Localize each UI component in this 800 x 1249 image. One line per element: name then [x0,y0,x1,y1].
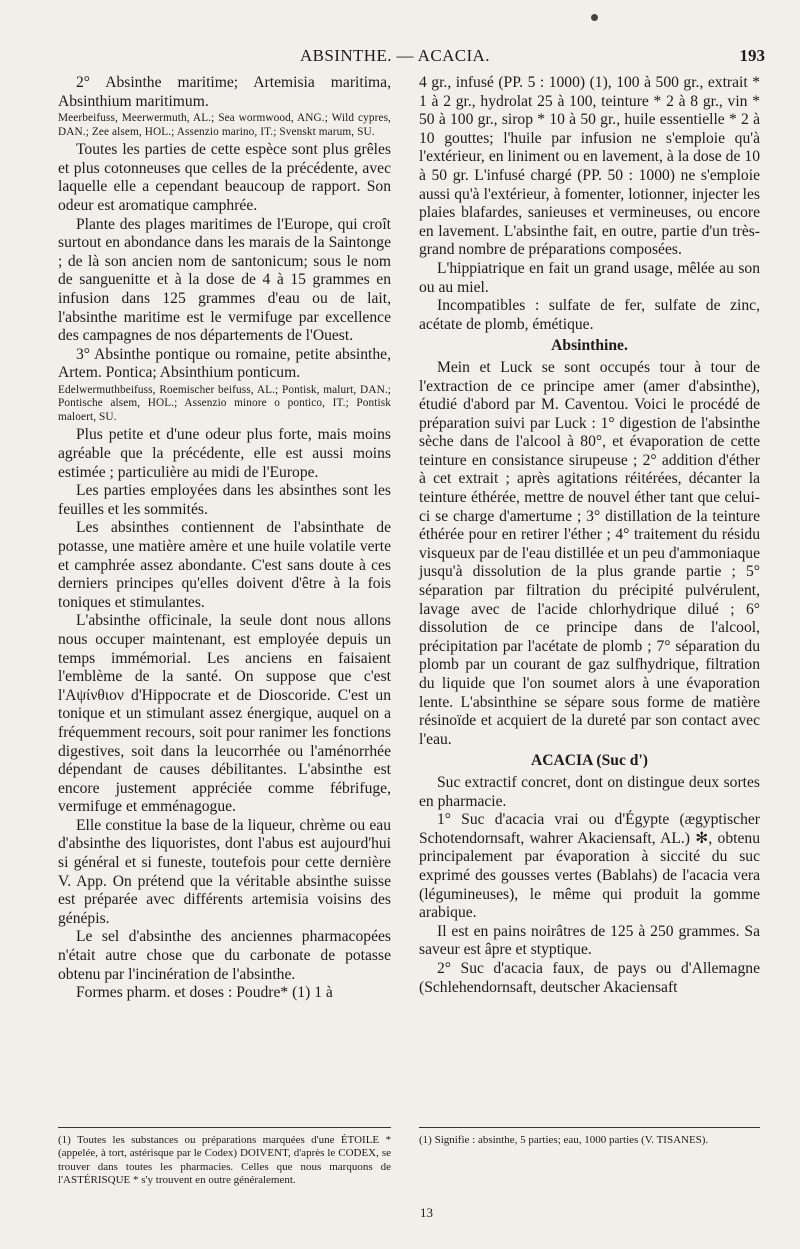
left-column [58,74,391,1003]
left-p9: Elle constitue la base de la liqueur, chrème ou eau d'absinthe des liquoristes, dont l'abus est aujourd'hui si général et si funeste, toutefois pour cette dernière V. App. On prétend que la véritable absinthe suisse est préparée avec différents artemisia voisins des génépis. [58,816,391,927]
ink-dot [591,14,598,21]
right-p1: 4 gr., infusé (PP. 5 : 1000) (1), 100 à 500 gr., extrait * 1 à 2 gr., hydrolat 25 à 100, teinture * 2 à 8 gr., vin * 50 à 100 gr., sirop * 10 à 50 gr., huile essentielle * 2 à 10 gouttes; l'huile par infusion ne s'emploie qu'à l'extérieur, en liniment ou en lavement, à la dose de 10 à 50 gr. L'infusé chargé (PP. 50 : 1000) ne s'emploie aussi qu'à l'extérieur, à fomenter, lotionner, injecter les plaies blafardes, sanieuses et vermineuses, ou encore en lavement. L'absinthe fait, en outre, partie d'un très-grand nombre de préparations composées. [419,74,760,259]
left-p1-synonyms: Meerbeifuss, Meerwermuth, AL.; Sea wormwood, ANG.; Wild cypres, DAN.; Zee alsem, HOL.; Assenzio marino, IT.; Svenskt marum, SU. [58,112,391,138]
footnote-left: (1) Toutes les substances ou préparations marquées d'une ÉTOILE * (appelée, à tort, astérisque par le Codex) DOIVENT, d'après le CODEX, se trouver dans toutes les pharmacies. Celles que nous marquons de l'ASTÉRISQUE * s'y trouvent en outre généralement. [58,1134,391,1187]
right-column [419,74,760,997]
left-p8: L'absinthe officinale, la seule dont nous allons nous occuper maintenant, est employée depuis un temps immémorial. Les anciens en faisaient l'emblème de la santé. On suppose que c'est l'Αψίνθιον d'Hippocrate et de Dioscoride. C'est un tonique et un stimulant assez énergique, auquel on a fréquemment recours, soit pour ranimer les fonctions digestives, soit dans la leucorrhée ou l'aménorrhée dépendant de causes débilitantes. L'absinthe est encore justement appréciée comme fébrifuge, vermifuge et emménagogue. [58,612,391,816]
left-p2: Toutes les parties de cette espèce sont plus grêles et plus cotonneuses que celles de la précédente, avec laquelle elle a cependant beaucoup de rapport. Son odeur est aromatique camphrée. [58,141,391,214]
right-p8: 2° Suc d'acacia faux, de pays ou d'Allemagne (Schlehendornsaft, deutscher Akaciensaft [419,959,760,996]
right-p4: Mein et Luck se sont occupés tour à tour de l'extraction de ce principe amer (amer d'absinthe), étudié d'abord par M. Caventou. Voici le procédé de préparation suivi par Luck : 1° digestion de l'absinthe sèche dans de l'alcool à 80°, et évaporation de cette teinture en consistance sirupeuse ; 2° addition d'éther à cet extrait ; après agitations réitérées, décanter la teinture éthérée, mettre de nouvel éther tant que celui-ci se charge d'amertume ; 3° distillation de la teinture éthérée pour en retirer l'éther ; 4° traitement du résidu visqueux par de l'eau distillée et un peu d'ammoniaque jusqu'à dissolution de la plus grande partie ; 5° séparation par filtration du précipité pulvérulent, lavage avec de l'acide chlorhydrique dilué ; 6° dissolution de ce principe dans de l'alcool, précipitation par l'acétate de plomb ; 7° séparation du plomb par un courant de gaz sulfhydrique, filtration du liquide que l'on soumet alors à une évaporation lente. L'absinthine se sépare sous forme de matière résinoïde et acquiert de la dureté par son contact avec l'eau. [419,358,760,748]
right-p3: Incompatibles : sulfate de fer, sulfate de zinc, acétate de plomb, émétique. [419,297,760,333]
footnote-right: (1) Signifie : absinthe, 5 parties; eau, 1000 parties (V. TISANES). [419,1134,709,1146]
heading-absinthine: Absinthine. [551,337,628,355]
left-p4-synonyms: Edelwermuthbeifuss, Roemischer beifuss, AL.; Pontisk, malurt, DAN.; Pontische alsem, HOL.; Assenzio minore o pontico, IT.; Pontisk maloert, SU. [58,383,391,423]
footnote-rule-right [419,1127,760,1128]
footnote-rule-left [58,1127,391,1128]
right-p5: Suc extractif concret, dont on distingue deux sortes en pharmacie. [419,773,760,810]
right-p7: Il est en pains noirâtres de 125 à 250 grammes. Sa saveur est âpre et styptique. [419,922,760,959]
left-p10: Le sel d'absinthe des anciennes pharmacopées n'était autre chose que du carbonate de potasse obtenu par l'incinération de l'absinthe. [58,928,391,983]
signature-mark: 13 [420,1205,433,1220]
left-p6: Les parties employées dans les absinthes sont les feuilles et les sommités. [58,482,391,518]
left-p7: Les absinthes contiennent de l'absinthate de potasse, une matière amère et une huile volatile verte et camphrée assez abondante. C'est sans doute à ces derniers principes qu'elles doivent d'être à la fois toniques et stimulantes. [58,519,391,611]
running-head: ABSINTHE. — ACACIA. [300,46,490,65]
left-p5: Plus petite et d'une odeur plus forte, mais moins agréable que la précédente, elle est aussi moins estimée ; particulière au midi de l'Europe. [58,426,391,481]
page-number: 193 [739,46,765,65]
left-p1-heading: 2° Absinthe maritime; Artemisia maritima, Absinthium maritimum. [58,74,391,110]
right-p2: L'hippiatrique en fait un grand usage, mêlée au son ou au miel. [419,259,760,296]
left-p11: Formes pharm. et doses : Poudre* (1) 1 à [76,984,333,1002]
left-p4-heading: 3° Absinthe pontique ou romaine, petite absinthe, Artem. Pontica; Absinthium ponticum. [58,345,391,382]
right-p6: 1° Suc d'acacia vrai ou d'Égypte (ægyptischer Schotendornsaft, wahrer Akaciensaft, AL.) ✻, obtenu principalement par évaporation à siccité du suc exprimé des gousses vertes (Bablahs) de l'acacia vera (légumineuses), le même qui produit la gomme arabique. [419,811,760,922]
heading-acacia: ACACIA (Suc d') [531,752,648,770]
left-p3: Plante des plages maritimes de l'Europe, qui croît surtout en abondance dans les marais de la Saintonge ; de là son ancien nom de santonicum; sous le nom de sanguenitte et à la dose de 4 à 15 grammes en infusion dans 125 grammes d'eau ou de lait, l'absinthe maritime est le vermifuge par excellence des campagnes de nos départements de l'Ouest. [58,215,391,345]
